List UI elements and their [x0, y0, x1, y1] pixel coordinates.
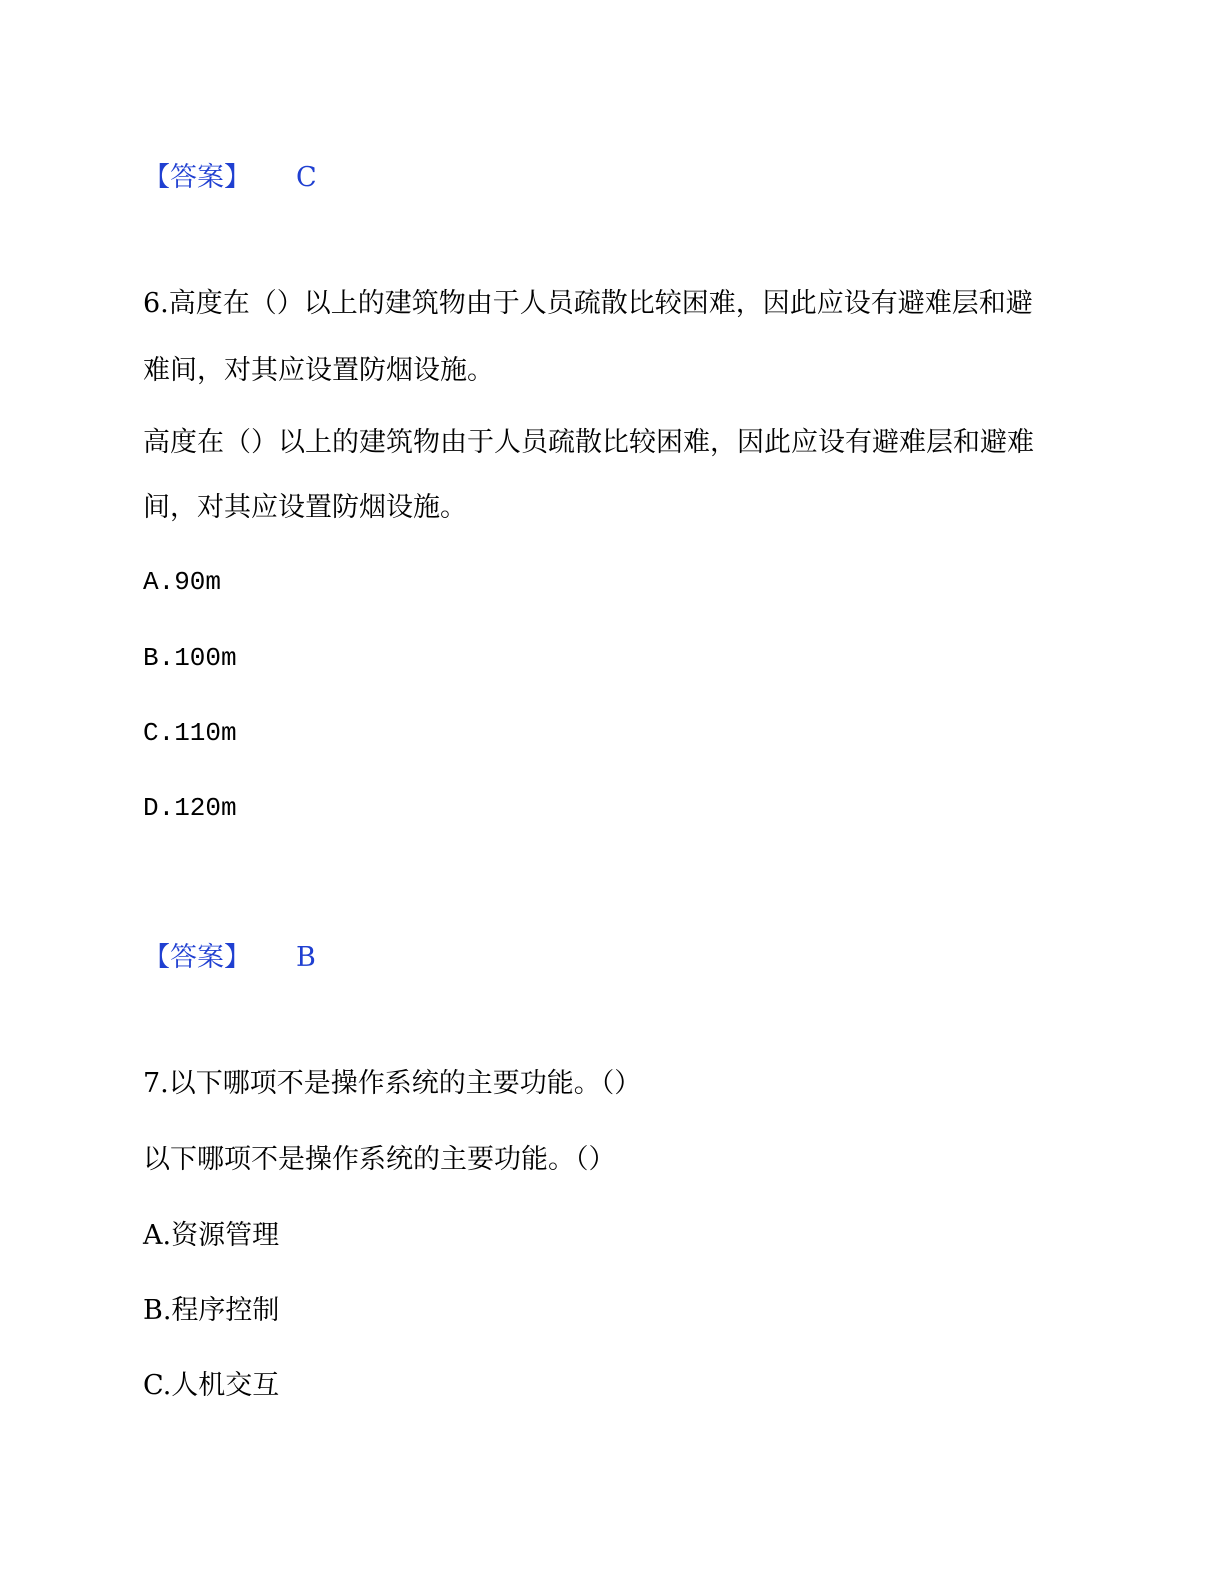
question-6-repeat-line-1: 高度在（）以上的建筑物由于人员疏散比较困难，因此应设有避难层和避难: [143, 427, 1034, 458]
question-7-stem-line-1: 7.以下哪项不是操作系统的主要功能。（）: [143, 1068, 642, 1099]
answer-value: C: [296, 162, 317, 193]
question-7-option-a: A.资源管理: [143, 1220, 280, 1251]
question-7-option-c: C.人机交互: [143, 1370, 280, 1401]
answer-block-q6: [143, 942, 316, 973]
question-6-stem-line-2: 难间，对其应设置防烟设施。: [143, 355, 494, 386]
question-6-stem-line-1: 6.高度在（）以上的建筑物由于人员疏散比较困难，因此应设有避难层和避: [143, 288, 1033, 319]
question-6-repeat-line-2: 间，对其应设置防烟设施。: [143, 492, 467, 523]
question-6-option-c: C.110m: [143, 718, 237, 748]
answer-value: B: [296, 942, 316, 973]
answer-label: 【答案】: [143, 162, 251, 193]
answer-label: 【答案】: [143, 942, 251, 973]
question-6-option-b: B.100m: [143, 643, 237, 673]
question-6-option-a: A.90m: [143, 567, 222, 597]
question-6-option-d: D.120m: [143, 793, 237, 823]
question-7-option-b: B.程序控制: [143, 1295, 280, 1326]
question-7-repeat-line-1: 以下哪项不是操作系统的主要功能。（）: [143, 1144, 616, 1175]
answer-block-q5: [143, 162, 317, 193]
